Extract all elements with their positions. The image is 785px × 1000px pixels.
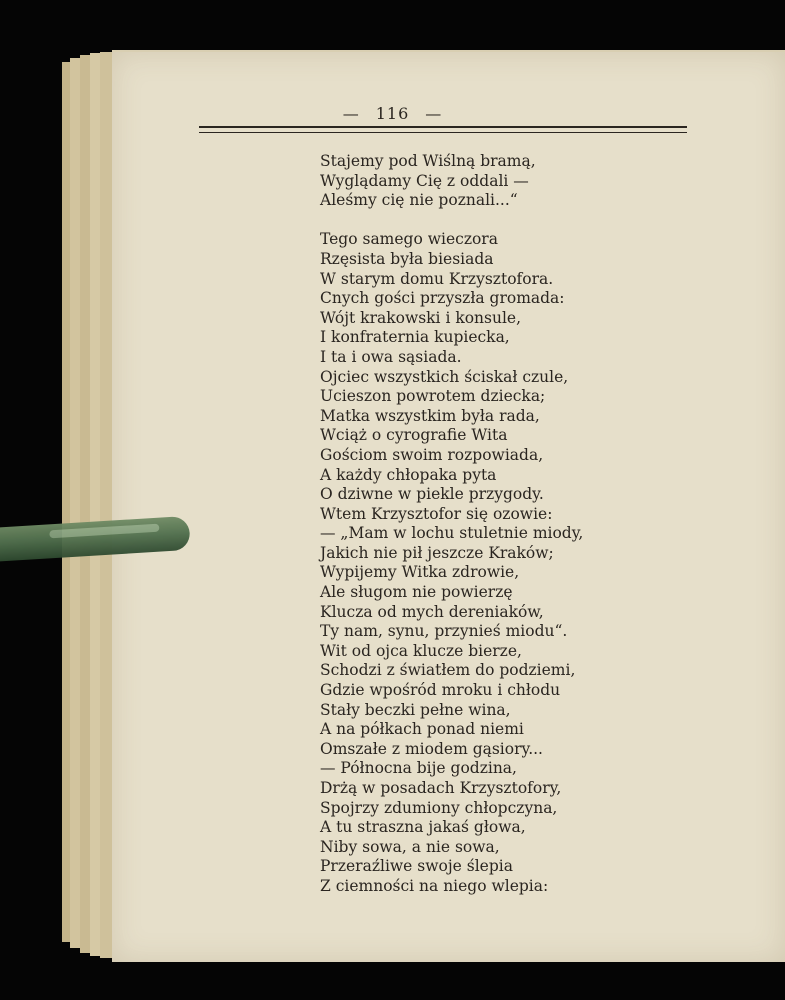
- poem-line: Ucieszon powrotem dziecka;: [320, 387, 546, 406]
- stanza-gap: [320, 211, 583, 231]
- poem-line: Gościom swoim rozpowiada,: [320, 445, 544, 464]
- page-number-dash-left: —: [342, 104, 360, 123]
- poem-line: Tego samego wieczora: [320, 230, 498, 249]
- poem-line: Schodzi z światłem do podziemi,: [320, 661, 576, 680]
- stanza-1: [320, 152, 583, 211]
- poem-line: A tu straszna jakaś głowa,: [320, 818, 526, 837]
- poem-line: Gdzie wpośród mroku i chłodu: [320, 681, 561, 700]
- poem-line: Jakich nie pił jeszcze Kraków;: [320, 543, 554, 562]
- poem-line: Przeraźliwe swoje ślepia: [320, 857, 513, 876]
- poem-line: Ty nam, synu, przynieś miodu“.: [320, 622, 568, 641]
- header-rule-thick: [199, 126, 687, 128]
- poem-line: I ta i owa sąsiada.: [320, 347, 462, 366]
- poem-line: Wit od ojca klucze bierze,: [320, 641, 522, 660]
- poem-line: Z ciemności na niego wlepia:: [320, 876, 549, 895]
- poem-line: Ojciec wszystkich ściskał czule,: [320, 367, 569, 386]
- poem-line: Wypijemy Witka zdrowie,: [320, 563, 520, 582]
- poem-line: Klucza od mych dereniaków,: [320, 602, 544, 621]
- poem-line: — Północna bije godzina,: [320, 759, 517, 778]
- poem-line: A każdy chłopaka pyta: [320, 465, 497, 484]
- poem-line: Spojrzy zdumiony chłopczyna,: [320, 798, 558, 817]
- header-rule-thin: [199, 132, 687, 133]
- poem-line: — „Mam w lochu stuletnie miody,: [320, 524, 584, 543]
- poem-line: Wciąż o cyrografie Wita: [320, 426, 508, 445]
- bookmark-highlight: [49, 524, 159, 539]
- poem-line: Stajemy pod Wiślną bramą,: [320, 152, 536, 170]
- poem-line: O dziwne w piekle przygody.: [320, 485, 544, 504]
- poem-line: Matka wszystkim była rada,: [320, 406, 540, 425]
- poem-line: I konfraternia kupiecka,: [320, 328, 510, 347]
- page-number-value: 116: [375, 104, 410, 123]
- page-number-dash-right: —: [425, 104, 443, 123]
- poem-line: Rzęsista była biesiada: [320, 249, 494, 268]
- poem-text: [320, 152, 583, 897]
- poem-line: A na półkach ponad niemi: [320, 720, 524, 739]
- poem-line: Aleśmy cię nie poznali...“: [320, 191, 518, 210]
- poem-line: Stały beczki pełne wina,: [320, 700, 511, 719]
- poem-line: W starym domu Krzysztofora.: [320, 269, 554, 288]
- poem-line: Wyglądamy Cię z oddali —: [320, 171, 529, 190]
- poem-line: Cnych gości przyszła gromada:: [320, 289, 565, 308]
- poem-line: Ale sługom nie powierzę: [320, 583, 513, 602]
- page-number: [0, 104, 785, 123]
- poem-line: Wójt krakowski i konsule,: [320, 308, 522, 327]
- poem-line: Omszałe z miodem gąsiory...: [320, 739, 543, 758]
- poem-line: Drżą w posadach Krzysztofory,: [320, 779, 562, 797]
- poem-line: Niby sowa, a nie sowa,: [320, 837, 500, 856]
- stanza-2: [320, 230, 583, 896]
- poem-line: Wtem Krzysztofor się ozowie:: [320, 504, 553, 523]
